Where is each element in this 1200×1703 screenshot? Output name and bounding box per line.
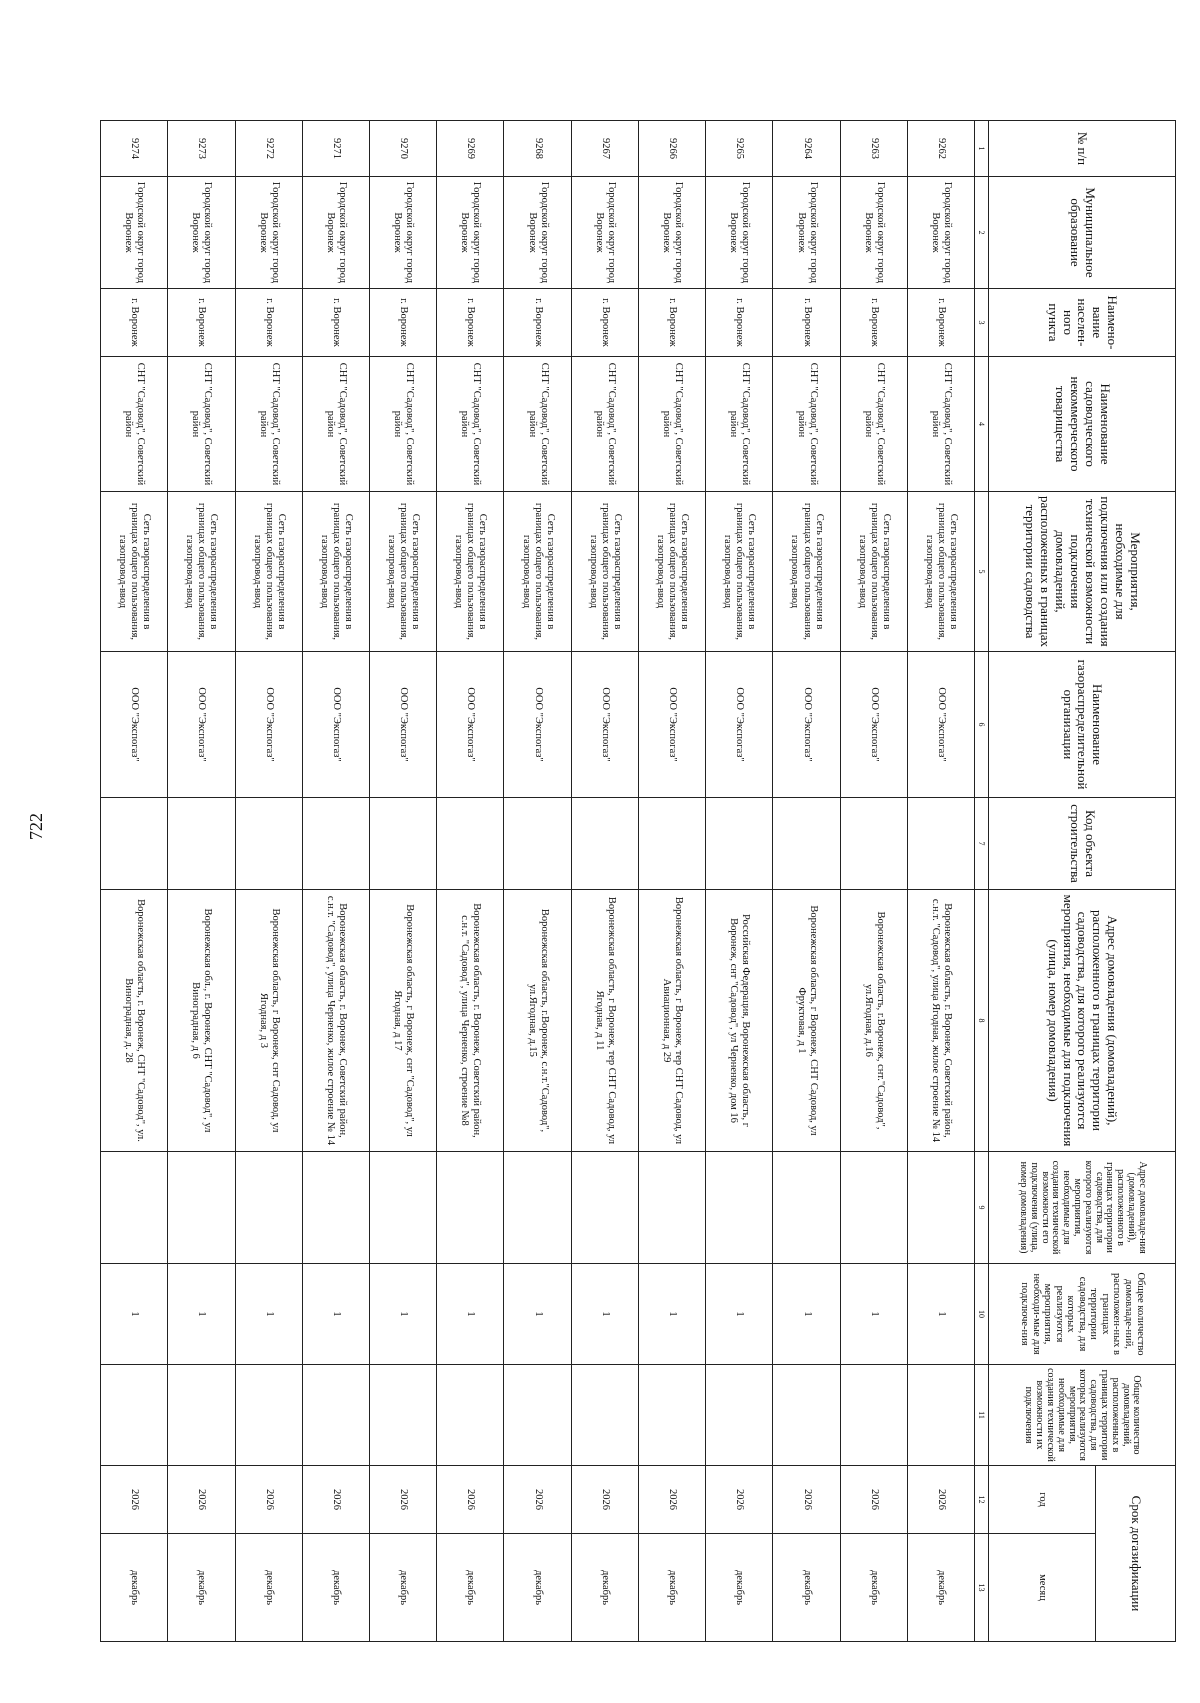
header-deadline: Срок догазификации [1096, 1466, 1176, 1642]
cell-month: декабрь [907, 1534, 974, 1642]
page-number: 722 [26, 813, 46, 840]
cell-address: Воронежская область, г Воронеж, снт Садовод, ул Ягодная, д 3 [235, 890, 302, 1152]
cell-snt: СНТ "Садовод", Советский район [168, 357, 235, 492]
cell-count-tech [773, 1365, 840, 1466]
cell-count-tech [235, 1365, 302, 1466]
cell-count-tech [302, 1365, 369, 1466]
table-row [235, 121, 302, 1642]
cell-municipal: Городской округ город Воронеж [638, 177, 705, 289]
cell-year: 2026 [504, 1466, 571, 1534]
table-row [638, 121, 705, 1642]
header-snt-name: Наименование садоводческого некоммерческого товарищества [989, 357, 1176, 492]
column-number: 11 [975, 1365, 989, 1466]
cell-measures: Сеть газораспределения в границах общего пользования, газопровод-ввод [706, 492, 773, 652]
cell-count-tech [706, 1365, 773, 1466]
cell-settlement: г. Воронеж [369, 289, 436, 357]
cell-count-tech [504, 1365, 571, 1466]
cell-municipal: Городской округ город Воронеж [706, 177, 773, 289]
cell-npp: 9270 [369, 121, 436, 177]
cell-year: 2026 [773, 1466, 840, 1534]
cell-snt: СНТ "Садовод", Советский район [706, 357, 773, 492]
cell-count: 1 [369, 1264, 436, 1365]
cell-address: Воронежская область, г. Воронеж, СНТ "Садовод", ул. Виноградная, д. 28 [101, 890, 168, 1152]
cell-municipal: Городской округ город Воронеж [369, 177, 436, 289]
cell-count: 1 [907, 1264, 974, 1365]
cell-object-code [907, 798, 974, 890]
cell-year: 2026 [101, 1466, 168, 1534]
cell-npp: 9272 [235, 121, 302, 177]
cell-address-tech [638, 1152, 705, 1264]
cell-measures: Сеть газораспределения в границах общего пользования, газопровод-ввод [101, 492, 168, 652]
column-number: 2 [975, 177, 989, 289]
table-body [101, 121, 989, 1642]
cell-address-tech [840, 1152, 907, 1264]
cell-settlement: г. Воронеж [101, 289, 168, 357]
cell-gas-org: ООО "Экспогаз" [302, 652, 369, 798]
cell-object-code [101, 798, 168, 890]
cell-gas-org: ООО "Экспогаз" [369, 652, 436, 798]
cell-object-code [168, 798, 235, 890]
cell-measures: Сеть газораспределения в границах общего пользования, газопровод-ввод [840, 492, 907, 652]
cell-count: 1 [638, 1264, 705, 1365]
cell-address-tech [706, 1152, 773, 1264]
cell-snt: СНТ "Садовод", Советский район [504, 357, 571, 492]
cell-npp: 9263 [840, 121, 907, 177]
header-total-connection: Общее количество домовладе-ний, расположен-ных в границах территории садоводства, для которых реализуются мероприятия, необходи-мые для подключе-ния [989, 1264, 1176, 1365]
cell-object-code [840, 798, 907, 890]
cell-object-code [571, 798, 638, 890]
cell-address: Воронежская обл., г. Воронеж, СНТ "Садовод", ул Виноградная, д 6 [168, 890, 235, 1152]
cell-settlement: г. Воронеж [437, 289, 504, 357]
cell-municipal: Городской округ город Воронеж [168, 177, 235, 289]
cell-month: декабрь [369, 1534, 436, 1642]
header-municipal: Муниципальное образование [989, 177, 1176, 289]
column-number: 3 [975, 289, 989, 357]
cell-address-tech [437, 1152, 504, 1264]
cell-gas-org: ООО "Экспогаз" [571, 652, 638, 798]
cell-snt: СНТ "Садовод", Советский район [907, 357, 974, 492]
cell-count: 1 [706, 1264, 773, 1365]
header-measures: Мероприятия, необходимые для подключения или создания технической возможности подключения домовладений, расположенных в границах территории садоводства [989, 492, 1176, 652]
cell-count-tech [101, 1365, 168, 1466]
cell-municipal: Городской округ город Воронеж [773, 177, 840, 289]
cell-address-tech [773, 1152, 840, 1264]
cell-year: 2026 [706, 1466, 773, 1534]
cell-object-code [302, 798, 369, 890]
column-number-row [975, 121, 989, 1642]
cell-npp: 9267 [571, 121, 638, 177]
cell-address: Воронежская область, г Воронеж, снт "Садовод", ул Ягодная, д 17 [369, 890, 436, 1152]
cell-measures: Сеть газораспределения в границах общего пользования, газопровод-ввод [907, 492, 974, 652]
table-row [907, 121, 974, 1642]
table-row [706, 121, 773, 1642]
cell-month: декабрь [168, 1534, 235, 1642]
header-row [1096, 121, 1176, 1642]
header-total-tech: Общее количество домовладений, расположенных в границах территории садоводства, для которых реализуются мероприятия, необходимые для создания технической возможности их подключения [989, 1365, 1176, 1466]
cell-measures: Сеть газораспределения в границах общего пользования, газопровод-ввод [504, 492, 571, 652]
cell-month: декабрь [840, 1534, 907, 1642]
cell-gas-org: ООО "Экспогаз" [840, 652, 907, 798]
cell-measures: Сеть газораспределения в границах общего пользования, газопровод-ввод [571, 492, 638, 652]
cell-address: Воронежская область, г Воронеж, тер СНТ Садовод, ул Ягодная, д 11 [571, 890, 638, 1152]
cell-year: 2026 [840, 1466, 907, 1534]
cell-measures: Сеть газораспределения в границах общего пользования, газопровод-ввод [437, 492, 504, 652]
cell-object-code [773, 798, 840, 890]
cell-settlement: г. Воронеж [504, 289, 571, 357]
cell-snt: СНТ "Садовод", Советский район [101, 357, 168, 492]
cell-settlement: г. Воронеж [638, 289, 705, 357]
cell-count: 1 [773, 1264, 840, 1365]
table-row [369, 121, 436, 1642]
cell-month: декабрь [302, 1534, 369, 1642]
column-number: 12 [975, 1466, 989, 1534]
cell-year: 2026 [168, 1466, 235, 1534]
cell-settlement: г. Воронеж [706, 289, 773, 357]
cell-municipal: Городской округ город Воронеж [302, 177, 369, 289]
cell-count: 1 [504, 1264, 571, 1365]
cell-month: декабрь [706, 1534, 773, 1642]
cell-address-tech [504, 1152, 571, 1264]
cell-object-code [369, 798, 436, 890]
cell-month: декабрь [437, 1534, 504, 1642]
cell-month: декабрь [571, 1534, 638, 1642]
cell-measures: Сеть газораспределения в границах общего пользования, газопровод-ввод [773, 492, 840, 652]
cell-measures: Сеть газораспределения в границах общего пользования, газопровод-ввод [168, 492, 235, 652]
cell-npp: 9271 [302, 121, 369, 177]
cell-settlement: г. Воронеж [302, 289, 369, 357]
cell-count: 1 [168, 1264, 235, 1365]
cell-snt: СНТ "Садовод", Советский район [369, 357, 436, 492]
cell-municipal: Городской округ город Воронеж [504, 177, 571, 289]
cell-snt: СНТ "Садовод", Советский район [437, 357, 504, 492]
cell-npp: 9273 [168, 121, 235, 177]
header-gas-org: Наименование газораспределительной организации [989, 652, 1176, 798]
column-number: 5 [975, 492, 989, 652]
cell-address: Воронежская область, г.Воронеж, с.н.т."Садовод", ул.Ягодная, д.15 [504, 890, 571, 1152]
cell-npp: 9268 [504, 121, 571, 177]
column-number: 4 [975, 357, 989, 492]
cell-count-tech [437, 1365, 504, 1466]
column-number: 1 [975, 121, 989, 177]
header-object-code: Код объекта строительства [989, 798, 1176, 890]
cell-year: 2026 [369, 1466, 436, 1534]
cell-municipal: Городской округ город Воронеж [235, 177, 302, 289]
cell-snt: СНТ "Садовод", Советский район [302, 357, 369, 492]
cell-gas-org: ООО "Экспогаз" [907, 652, 974, 798]
cell-municipal: Городской округ город Воронеж [840, 177, 907, 289]
cell-month: декабрь [638, 1534, 705, 1642]
rotated-page [100, 120, 1176, 1641]
cell-year: 2026 [638, 1466, 705, 1534]
cell-count: 1 [437, 1264, 504, 1365]
cell-settlement: г. Воронеж [840, 289, 907, 357]
cell-npp: 9266 [638, 121, 705, 177]
cell-count-tech [571, 1365, 638, 1466]
cell-object-code [235, 798, 302, 890]
cell-gas-org: ООО "Экспогаз" [638, 652, 705, 798]
cell-settlement: г. Воронеж [773, 289, 840, 357]
column-number: 6 [975, 652, 989, 798]
table-row [101, 121, 168, 1642]
cell-municipal: Городской округ город Воронеж [437, 177, 504, 289]
cell-address-tech [101, 1152, 168, 1264]
cell-address-tech [235, 1152, 302, 1264]
table-row [504, 121, 571, 1642]
cell-month: декабрь [504, 1534, 571, 1642]
column-number: 7 [975, 798, 989, 890]
cell-npp: 9269 [437, 121, 504, 177]
header-npp: № п/п [989, 121, 1176, 177]
cell-address: Воронежская область, г. Воронеж, Советский район, с.н.т. "Садовод", улица Черненко, жилое строение № 14 [302, 890, 369, 1152]
cell-count: 1 [235, 1264, 302, 1365]
cell-address-tech [369, 1152, 436, 1264]
header-settlement: Наимено-вание населен-ного пункта [989, 289, 1176, 357]
cell-year: 2026 [437, 1466, 504, 1534]
cell-address-tech [571, 1152, 638, 1264]
header-year: год [989, 1466, 1096, 1534]
cell-count: 1 [101, 1264, 168, 1365]
cell-gas-org: ООО "Экспогаз" [235, 652, 302, 798]
table-row [302, 121, 369, 1642]
table-row [437, 121, 504, 1642]
cell-settlement: г. Воронеж [168, 289, 235, 357]
cell-count-tech [840, 1365, 907, 1466]
cell-measures: Сеть газораспределения в границах общего пользования, газопровод-ввод [638, 492, 705, 652]
cell-gas-org: ООО "Экспогаз" [437, 652, 504, 798]
cell-count-tech [638, 1365, 705, 1466]
column-number: 9 [975, 1152, 989, 1264]
cell-measures: Сеть газораспределения в границах общего пользования, газопровод-ввод [302, 492, 369, 652]
cell-municipal: Городской округ город Воронеж [907, 177, 974, 289]
cell-measures: Сеть газораспределения в границах общего пользования, газопровод-ввод [235, 492, 302, 652]
cell-object-code [437, 798, 504, 890]
header-address-tech: Адрес домовладе-ния (домовладений), расположенного в границах территории садоводства, для которого реализуются мероприятия, необходимые для создания технической возможности его подключения (улица, номер домовладения) [989, 1152, 1176, 1264]
cell-snt: СНТ "Садовод", Советский район [773, 357, 840, 492]
cell-settlement: г. Воронеж [235, 289, 302, 357]
cell-address: Воронежская область, г. Воронеж, Советский район, с.н.т. "Садовод", улица Черненко, строение №8 [437, 890, 504, 1152]
cell-gas-org: ООО "Экспогаз" [773, 652, 840, 798]
cell-count-tech [369, 1365, 436, 1466]
cell-address: Воронежская область, г Воронеж, СНТ Садовод, ул Фруктовая, д 1 [773, 890, 840, 1152]
cell-address-tech [907, 1152, 974, 1264]
cell-count-tech [168, 1365, 235, 1466]
cell-count: 1 [840, 1264, 907, 1365]
table-row [773, 121, 840, 1642]
cell-measures: Сеть газораспределения в границах общего пользования, газопровод-ввод [369, 492, 436, 652]
cell-gas-org: ООО "Экспогаз" [504, 652, 571, 798]
cell-npp: 9264 [773, 121, 840, 177]
cell-count: 1 [571, 1264, 638, 1365]
cell-year: 2026 [571, 1466, 638, 1534]
gasification-table [100, 120, 1176, 1642]
cell-snt: СНТ "Садовод", Советский район [571, 357, 638, 492]
header-month: месяц [989, 1534, 1096, 1642]
cell-npp: 9262 [907, 121, 974, 177]
cell-snt: СНТ "Садовод", Советский район [638, 357, 705, 492]
cell-month: декабрь [101, 1534, 168, 1642]
cell-year: 2026 [235, 1466, 302, 1534]
cell-settlement: г. Воронеж [907, 289, 974, 357]
cell-object-code [706, 798, 773, 890]
cell-address: Воронежская область, г Воронеж, тер СНТ Садовод, ул Авиационная, д 29 [638, 890, 705, 1152]
cell-npp: 9274 [101, 121, 168, 177]
cell-gas-org: ООО "Экспогаз" [101, 652, 168, 798]
cell-address-tech [168, 1152, 235, 1264]
column-number: 10 [975, 1264, 989, 1365]
cell-gas-org: ООО "Экспогаз" [168, 652, 235, 798]
table-row [168, 121, 235, 1642]
column-number: 13 [975, 1534, 989, 1642]
cell-snt: СНТ "Садовод", Советский район [840, 357, 907, 492]
cell-address: Воронежская область, г. Воронеж, Советский район, с.н.т. "Садовод", улица Ягодная, жилое строение № 14 [907, 890, 974, 1152]
cell-year: 2026 [302, 1466, 369, 1534]
cell-npp: 9265 [706, 121, 773, 177]
table-row [571, 121, 638, 1642]
cell-count-tech [907, 1365, 974, 1466]
cell-settlement: г. Воронеж [571, 289, 638, 357]
cell-snt: СНТ "Садовод", Советский район [235, 357, 302, 492]
cell-object-code [504, 798, 571, 890]
header-address: Адрес домовладения (домовладений), расположенного в границах территории садоводства, для которого реализуются мероприятия, необходимые для подключения (улица, номер домовладения) [989, 890, 1176, 1152]
column-number: 8 [975, 890, 989, 1152]
table-row [840, 121, 907, 1642]
cell-gas-org: ООО "Экспогаз" [706, 652, 773, 798]
cell-municipal: Городской округ город Воронеж [571, 177, 638, 289]
cell-month: декабрь [773, 1534, 840, 1642]
cell-address-tech [302, 1152, 369, 1264]
cell-address: Российская Федерация, Воронежская область, г Воронеж, снт "Садовод", ул Черненко, дом 16 [706, 890, 773, 1152]
cell-count: 1 [302, 1264, 369, 1365]
cell-year: 2026 [907, 1466, 974, 1534]
cell-municipal: Городской округ город Воронеж [101, 177, 168, 289]
cell-month: декабрь [235, 1534, 302, 1642]
cell-address: Воронежская область, г.Воронеж, снт."Садовод", ул.Ягодная, д.16 [840, 890, 907, 1152]
cell-object-code [638, 798, 705, 890]
